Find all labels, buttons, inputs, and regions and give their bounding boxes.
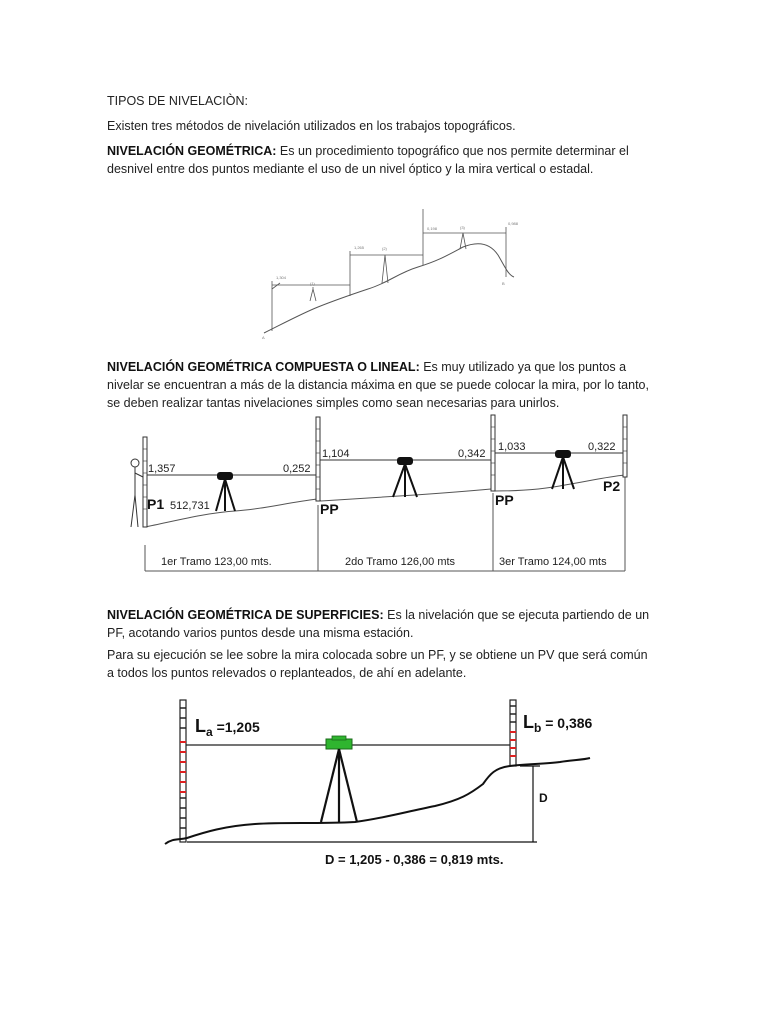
staff-lines [272,209,506,331]
section-compuesta [107,358,652,412]
section-superficies-body: Es la nivelación que se ejecuta partiendo de un PF, acotando varios puntos desde una misma estación. [107,608,650,640]
page-heading: TIPOS DE NIVELACIÒN: [107,94,249,108]
terrain-line [165,758,590,844]
svg-text:1,304: 1,304 [276,275,287,280]
section-superficies-body2: Para su ejecución se lee sobre la mira colocada sobre un PF, y se obtiene un PV que será común a todos los puntos relevados o replanteados, de ahí en adelante. [107,648,648,680]
terrain-line [145,475,625,527]
pp2-label: PP [495,492,514,508]
rodman-figure [131,459,143,527]
p1-label: P1 [147,496,165,512]
p1-value: 512,731 [170,500,210,512]
diagram-simple-leveling [258,203,526,343]
instrument-marks [310,233,466,301]
section-geometrica-body: Es un procedimiento topográfico que nos permite determinar el desnivel entre dos puntos mediante el uso de un nivel óptico y la mira vertical o estadal. [107,144,629,176]
level-instrument-1 [216,473,235,511]
section-compuesta-title: NIVELACIÓN GEOMÉTRICA COMPUESTA O LINEAL: [107,360,420,374]
tiny-labels [262,221,519,340]
reading-5: 1,033 [498,441,526,453]
section-geometrica [107,142,652,178]
staff-b [510,700,516,766]
level-instrument-3 [552,451,574,489]
svg-text:0,198: 0,198 [427,226,438,231]
tramo-1: 1er Tramo 123,00 mts. [161,556,272,568]
svg-text:(3): (3) [460,225,465,230]
svg-text:B: B [502,281,505,286]
formula: D = 1,205 - 0,386 = 0,819 mts. [325,852,504,867]
la-label: La =1,205 [195,716,260,739]
reading-3: 1,104 [322,448,350,460]
staff-a [180,700,186,842]
level-instrument-2 [393,458,417,497]
reading-4: 0,342 [458,448,486,460]
reading-2: 0,252 [283,463,311,475]
section-geometrica-title: NIVELACIÓN GEOMÉTRICA: [107,144,277,158]
reading-6: 0,322 [588,441,616,453]
section-superficies-title: NIVELACIÓN GEOMÉTRICA DE SUPERFICIES: [107,608,384,622]
svg-text:A: A [262,335,265,340]
diagram-surface-leveling [165,698,595,873]
level-instrument [321,736,357,822]
pp1-label: PP [320,501,339,517]
p2-label: P2 [603,478,621,494]
svg-text:1,265: 1,265 [354,245,365,250]
svg-text:(1): (1) [310,281,315,286]
d-label: D [539,791,548,805]
section-superficies [107,606,652,642]
diagram-compound-leveling [125,415,630,575]
tramo-2: 2do Tramo 126,00 mts [345,556,456,568]
svg-text:(2): (2) [382,246,387,251]
reading-1: 1,357 [148,463,176,475]
section-compuesta-body: Es muy utilizado ya que los puntos a nivelar se encuentran a más de la distancia máxima en que se puede colocar la mira, por lo tanto, se deben realizar tantas nivelaciones simples como sean necesarias para unirlos. [107,360,649,410]
intro-paragraph: Existen tres métodos de nivelación utilizados en los trabajos topográficos. [107,119,516,133]
lb-label: Lb = 0,386 [523,712,593,735]
svg-text:0,988: 0,988 [508,221,519,226]
tramo-3: 3er Tramo 124,00 mts [499,556,607,568]
terrain-line [264,244,514,333]
